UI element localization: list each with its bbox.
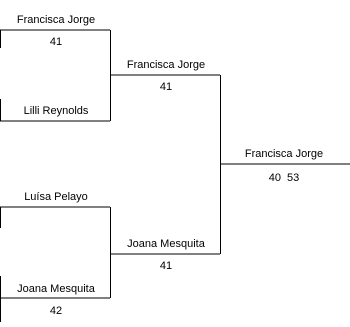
r1-player-name: Francisca Jorge [16, 14, 96, 26]
r1-player-name: Lilli Reynolds [23, 105, 89, 117]
r1-player-name: Luísa Pelayo [24, 191, 88, 203]
r2-player-score: 41 [159, 81, 173, 93]
final-player-name: Francisca Jorge [244, 148, 324, 160]
r2-player-name: Francisca Jorge [126, 59, 206, 71]
r2-player-name: Joana Mesquita [127, 238, 205, 250]
final-player-score: 40 53 [268, 172, 300, 184]
r2-player-score: 41 [159, 260, 173, 272]
r1-player-name: Joana Mesquita [17, 283, 95, 295]
r1-player-score: 42 [49, 305, 63, 317]
r1-player-score: 41 [49, 36, 63, 48]
